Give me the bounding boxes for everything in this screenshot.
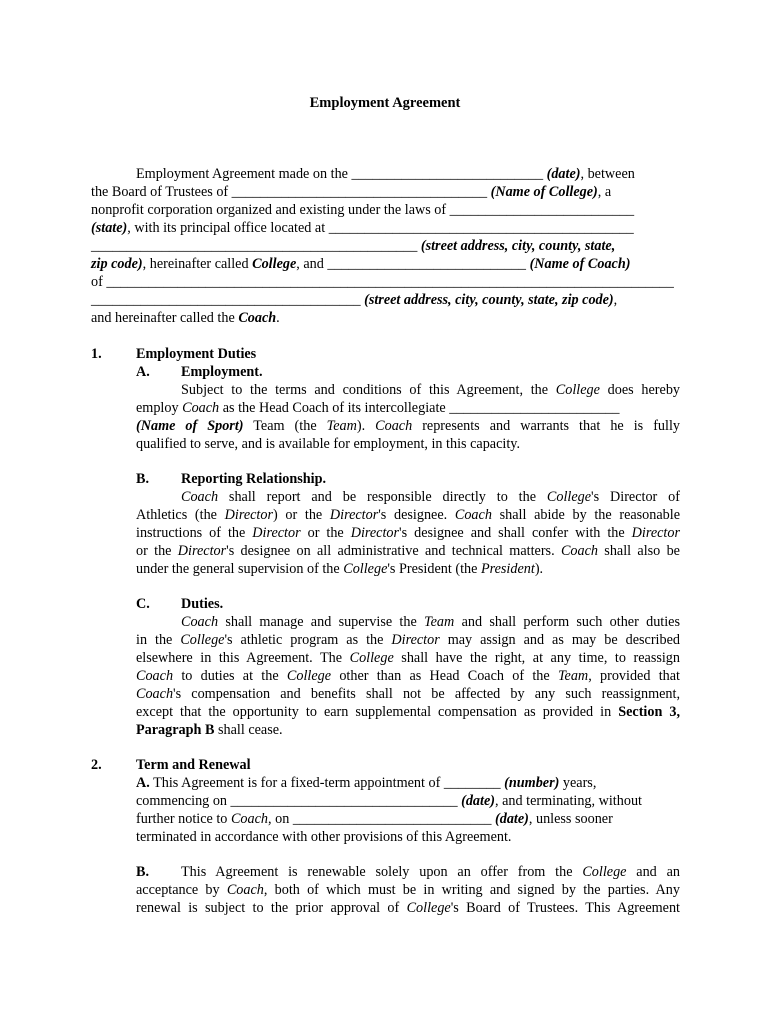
body-line: Athletics (the Director) or the Director's designee. Coach shall abide by the reasonable: [136, 507, 681, 523]
body-line: renewal is subject to the prior approval of College's Board of Trustees. This Agreement: [136, 900, 680, 916]
section-number: 2.: [91, 757, 102, 773]
body-line: Coach shall manage and supervise the Team and shall perform such other duties: [181, 614, 680, 630]
intro-line: of ________________________________________________________________________________: [91, 274, 674, 290]
body-line: (Name of Sport) Team (the Team). Coach represents and warrants that he is fully: [136, 418, 680, 434]
body-line: under the general supervision of the College's President (the President).: [136, 561, 544, 577]
section-heading: Term and Renewal: [136, 757, 251, 773]
section-heading: Employment Duties: [136, 346, 257, 362]
intro-line: nonprofit corporation organized and existing under the laws of __________________________: [91, 202, 635, 218]
body-line: Coach to duties at the College other than as Head Coach of the Team, provided that: [136, 668, 680, 684]
intro-line: zip code), hereinafter called College, and ____________________________ (Name of Coach): [91, 256, 631, 272]
intro-line: ______________________________________________ (street address, city, county, state,: [91, 238, 616, 254]
subsection-title: Employment.: [181, 364, 263, 380]
subsection-title: Duties.: [181, 596, 224, 612]
subsection-letter: B.: [136, 471, 150, 487]
body-line: further notice to Coach, on ____________________________ (date), unless sooner: [136, 811, 613, 827]
document-title: Employment Agreement: [309, 95, 461, 111]
body-line: Subject to the terms and conditions of this Agreement, the College does hereby: [181, 382, 681, 398]
intro-line: Employment Agreement made on the ___________________________ (date), between: [136, 166, 635, 182]
body-line: acceptance by Coach, both of which must be in writing and signed by the parties. Any: [136, 882, 680, 898]
body-line: A. This Agreement is for a fixed-term appointment of ________ (number) years,: [136, 775, 597, 791]
subsection-letter: A.: [136, 364, 150, 380]
subsection-title: Reporting Relationship.: [181, 471, 327, 487]
body-line: qualified to serve, and is available for employment, in this capacity.: [136, 436, 520, 452]
section-number: 1.: [91, 346, 102, 362]
intro-line: the Board of Trustees of ____________________________________ (Name of College), a: [91, 184, 612, 200]
body-line: elsewhere in this Agreement. The College shall have the right, at any time, to reassign: [136, 650, 680, 666]
intro-line: and hereinafter called the Coach.: [91, 310, 280, 326]
body-line: commencing on ________________________________ (date), and terminating, without: [136, 793, 642, 809]
body-line: except that the opportunity to earn supplemental compensation as provided in Section 3,: [136, 704, 680, 720]
body-line: Coach shall report and be responsible directly to the College's Director of: [181, 489, 680, 505]
subsection-letter: C.: [136, 596, 150, 612]
body-line: in the College's athletic program as the Director may assign and as may be described: [136, 632, 680, 648]
body-line: terminated in accordance with other provisions of this Agreement.: [136, 829, 512, 845]
intro-line: ______________________________________ (street address, city, county, state, zip code),: [91, 292, 618, 308]
body-line: This Agreement is renewable solely upon an offer from the College and an: [181, 864, 680, 880]
subsection-letter: B.: [136, 864, 150, 880]
body-line: Coach's compensation and benefits shall not be affected by any such reassignment,: [136, 686, 680, 702]
body-line: instructions of the Director or the Director's designee and shall confer with the Director: [136, 525, 680, 541]
body-line: or the Director's designee on all administrative and technical matters. Coach shall also be: [136, 543, 680, 559]
body-line: Paragraph B shall cease.: [136, 722, 283, 738]
body-line: employ Coach as the Head Coach of its intercollegiate ________________________: [136, 400, 620, 416]
intro-line: (state), with its principal office located at ___________________________________________: [91, 220, 634, 236]
